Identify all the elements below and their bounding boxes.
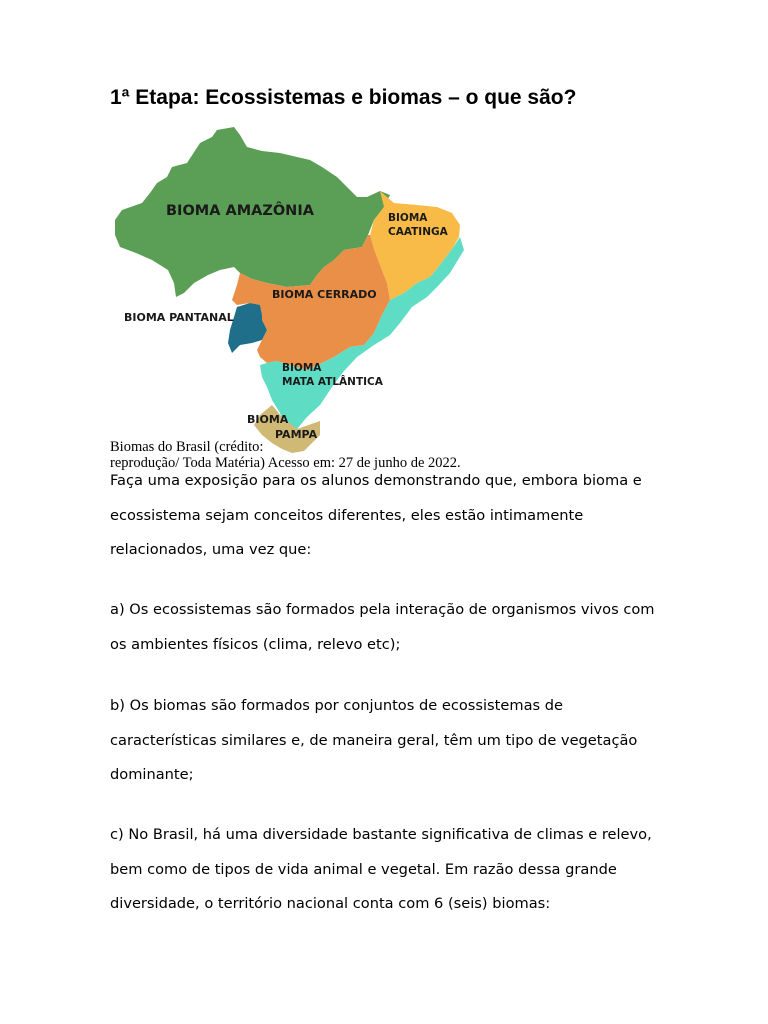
label-cerrado: BIOMA CERRADO xyxy=(272,288,377,301)
caption-line-2: reprodução/ Toda Matéria) Acesso em: 27 de junho de 2022. xyxy=(110,455,461,471)
label-mata-line1: BIOMA xyxy=(282,362,322,374)
item-b-paragraph: b) Os biomas são formados por conjuntos de ecossistemas de características similares e, de maneira geral, têm um tipo de vegetação dominante; xyxy=(110,697,638,783)
brazil-biomes-map xyxy=(112,125,472,455)
caption-line-1: Biomas do Brasil (crédito: xyxy=(110,439,264,455)
label-mata-line2: MATA ATLÂNTICA xyxy=(282,376,383,388)
label-pampa-line1: BIOMA xyxy=(247,413,289,426)
label-pantanal: BIOMA PANTANAL xyxy=(124,311,234,324)
item-a-paragraph: a) Os ecossistemas são formados pela interação de organismos vivos com os ambientes físicos (clima, relevo etc); xyxy=(110,601,655,653)
label-caatinga-line1: BIOMA xyxy=(388,212,428,224)
intro-paragraph: Faça uma exposição para os alunos demonstrando que, embora bioma e ecossistema sejam conceitos diferentes, eles estão intimamente relacionados, uma vez que: xyxy=(110,472,642,558)
label-caatinga-line2: CAATINGA xyxy=(388,226,448,238)
page-heading: 1ª Etapa: Ecossistemas e biomas – o que são? xyxy=(110,86,577,109)
label-pampa-line2: PAMPA xyxy=(275,428,318,441)
item-c-paragraph: c) No Brasil, há uma diversidade bastante significativa de climas e relevo, bem como de tipos de vida animal e vegetal. Em razão dessa grande diversidade, o território nacional conta com 6 (seis) biomas: xyxy=(110,826,652,912)
label-amazonia: BIOMA AMAZÔNIA xyxy=(166,203,314,219)
